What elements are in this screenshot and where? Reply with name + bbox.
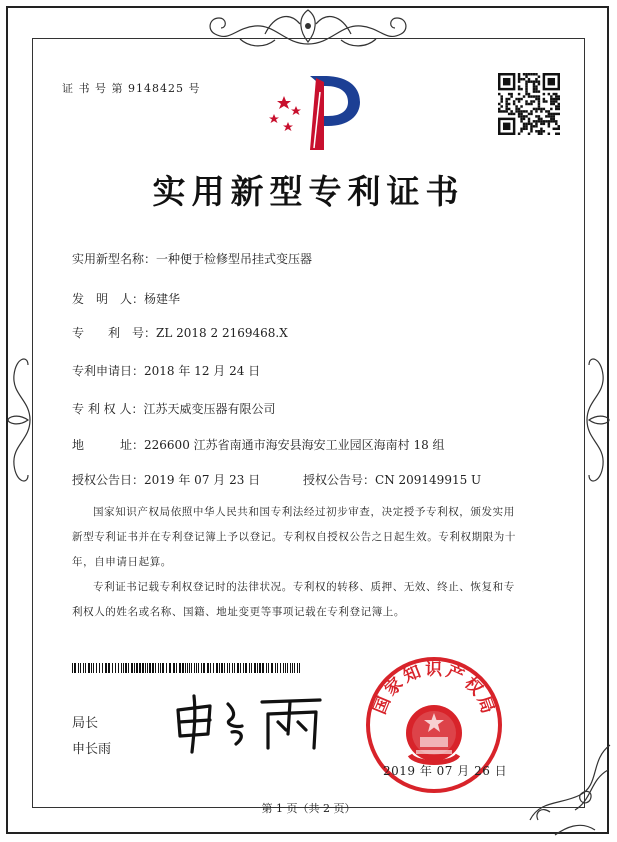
field-value: 2018 年 12 月 24 日 — [144, 364, 261, 378]
qr-code — [498, 73, 560, 135]
field-label: 授权公告日： — [72, 473, 145, 487]
paragraph-line: 利权人的姓名或名称、国籍、地址变更等事项记载在专利登记簿上。 — [72, 606, 405, 618]
field-label: 实用新型名称： — [72, 252, 157, 266]
field-label: 专 利 号： — [72, 326, 157, 340]
certificate-number-suffix: 号 — [188, 82, 201, 95]
seal-date: 2019 年 07 月 26 日 — [383, 764, 508, 778]
paragraph-line: 新型专利证书并在专利登记簿上予以登记。专利权自授权公告之日起生效。专利权期限为十 — [72, 531, 516, 543]
field-utility-model-name — [72, 250, 312, 267]
field-filing-date — [72, 362, 260, 379]
top-ornament — [205, 4, 412, 50]
field-inventor — [72, 290, 180, 307]
paragraph-line: 专利证书记载专利权登记时的法律状况。专利权的转移、质押、无效、终止、恢复和专 — [93, 581, 515, 593]
certificate-title: 实用新型专利证书 — [152, 172, 465, 211]
certificate-number — [62, 80, 201, 96]
field-value: 江苏天威变压器有限公司 — [143, 402, 276, 416]
field-label: 发 明 人： — [72, 292, 145, 306]
paragraph-line: 国家知识产权局依照中华人民共和国专利法经过初步审查，决定授予专利权，颁发实用 — [93, 506, 515, 518]
field-patent-number — [72, 324, 288, 341]
field-grant-number — [303, 471, 481, 488]
field-label: 专利申请日： — [72, 364, 145, 378]
certificate-number-prefix: 证 书 号 第 — [62, 82, 124, 95]
left-ornament — [2, 345, 34, 495]
field-value: CN 209149915 U — [375, 473, 482, 487]
field-label: 授权公告号： — [303, 473, 376, 487]
paragraph-line: 年，自申请日起算。 — [72, 556, 172, 568]
barcode — [72, 663, 302, 673]
field-value: ZL 2018 2 2169468.X — [156, 326, 288, 340]
field-address — [72, 436, 445, 453]
field-value: 一种便于检修型吊挂式变压器 — [156, 252, 313, 266]
cnipa-logo — [262, 72, 362, 152]
field-value: 2019 年 07 月 23 日 — [144, 473, 261, 487]
field-value: 226600 江苏省南通市海安县海安工业园区海南村 18 组 — [144, 438, 445, 452]
signature-name: 申长雨 — [72, 742, 112, 757]
field-label: 地 址： — [72, 438, 145, 452]
field-grant-date — [72, 471, 260, 488]
right-ornament — [583, 345, 615, 495]
certificate-number-value: 9148425 — [128, 82, 184, 95]
field-label: 专 利 权 人： — [72, 402, 144, 416]
signature-role: 局长 — [72, 716, 99, 731]
bottom-right-ornament — [520, 740, 615, 840]
seal-text: 国家知识产权局 — [370, 659, 499, 720]
handwritten-signature — [170, 690, 325, 755]
page-indicator: 第 1 页（共 2 页） — [261, 802, 356, 815]
field-value: 杨建华 — [144, 292, 181, 306]
field-patentee — [72, 400, 275, 417]
